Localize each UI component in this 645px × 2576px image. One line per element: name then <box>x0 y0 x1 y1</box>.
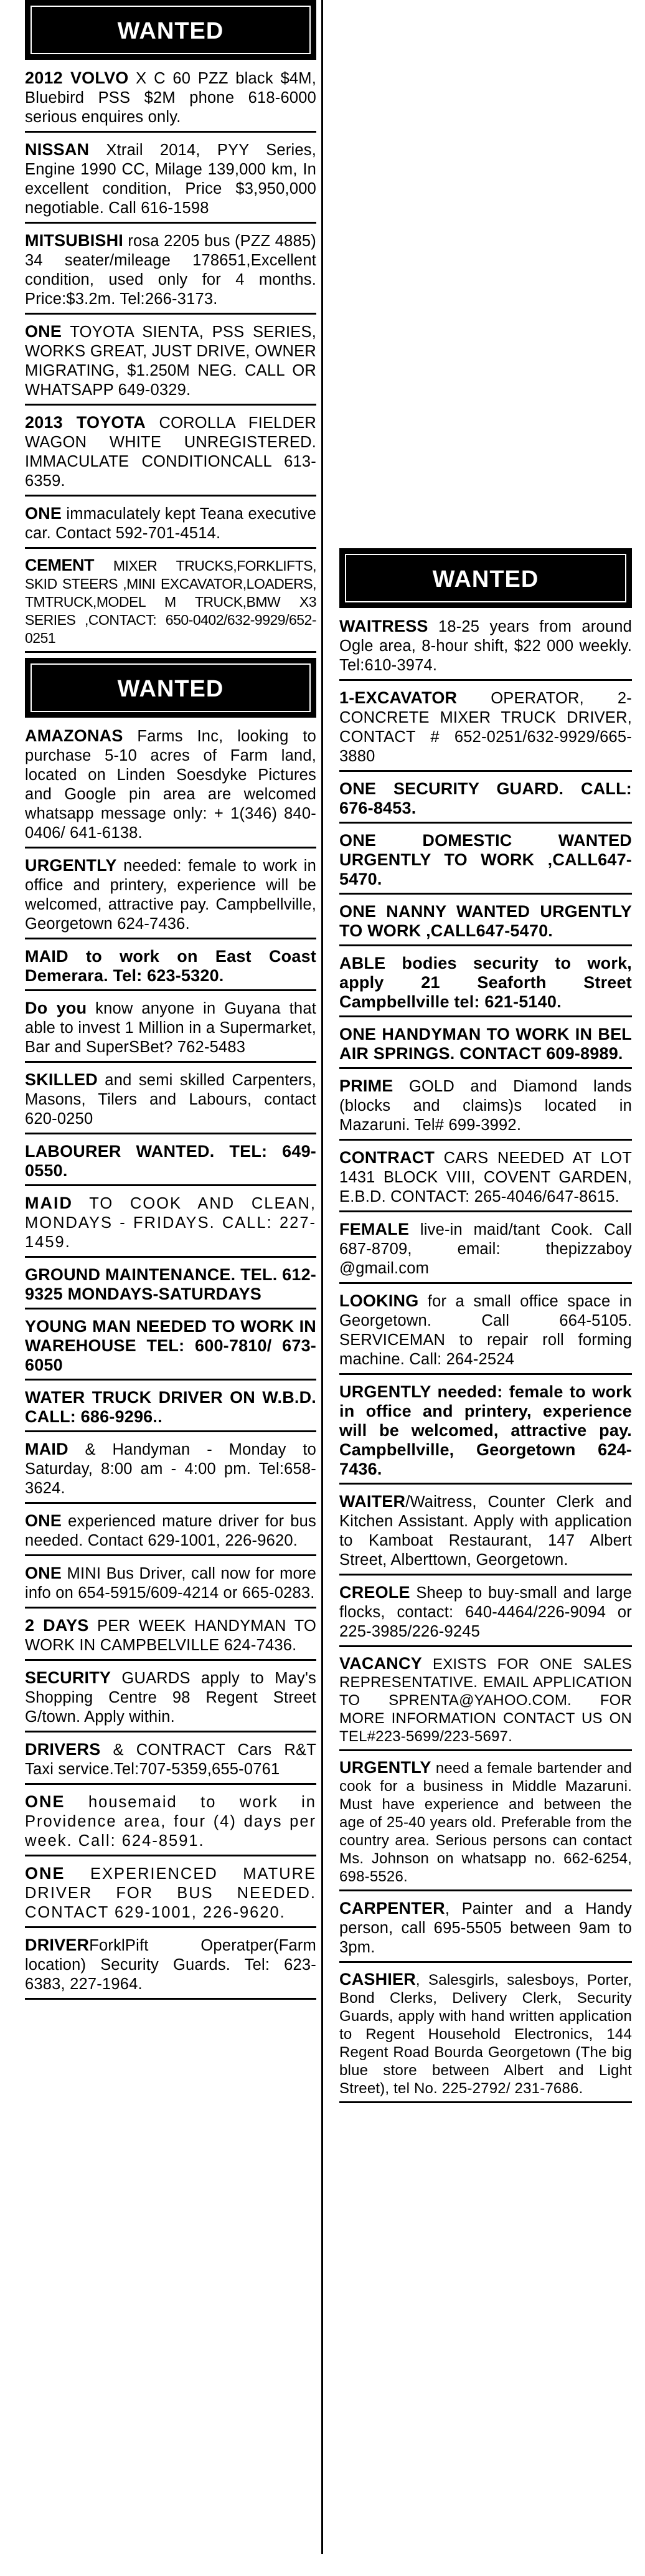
ad-lead: URGENTLY <box>25 856 117 875</box>
ad-body: Xtrail 2014, PYY Series, Engine 1990 CC, Milage 139,000 km, In excellent condition, Price $3,950,000 negotiable. Call 616-1598 <box>25 141 316 217</box>
classified-ad <box>25 1614 316 1661</box>
classified-ad <box>339 900 632 946</box>
ad-lead: SECURITY <box>25 1668 111 1687</box>
classified-ad <box>25 1191 316 1258</box>
ad-lead: MITSUBISHI <box>25 231 124 250</box>
classified-ad <box>25 1263 316 1309</box>
header-label: WANTED <box>31 663 311 712</box>
ad-body: for a small office space in Georgetown. Call 664-5105. SERVICEMAN to repair roll forming machine. Call: 264-2524 <box>339 1293 632 1368</box>
classified-ad <box>25 1139 316 1186</box>
classified-ad <box>25 320 316 406</box>
left-top-ads <box>25 66 316 653</box>
ad-lead: CASHIER <box>339 1970 416 1989</box>
ad-lead: LOOKING <box>339 1291 419 1310</box>
ad-body: & Handyman - Monday to Saturday, 8:00 am - 4:00 pm. Tel:658-3624. <box>25 1441 316 1497</box>
right-ads <box>339 614 632 2103</box>
ad-lead: URGENTLY <box>339 1758 431 1777</box>
ad-body: , Painter and a Handy person, call 695-5505 between 9am to 3pm. <box>339 1900 632 1956</box>
ad-lead: ONE HANDYMAN TO WORK IN BEL AIR SPRINGS. CONTACT 609-8989. <box>339 1025 632 1063</box>
left-column <box>25 0 316 2005</box>
classified-ad <box>25 1933 316 2000</box>
ad-lead: DRIVERS <box>25 1740 101 1759</box>
ad-body: know anyone in Guyana that able to invest 1 Million in a Supermarket, Bar and SuperSBet? 762-5483 <box>25 1000 316 1056</box>
classified-ad <box>25 501 316 549</box>
ad-body: experienced mature driver for bus needed. Contact 629-1001, 226-9620. <box>25 1513 316 1549</box>
ad-body: and semi skilled Carpenters, Masons, Tilers and Labours, contact 620-0250 <box>25 1072 316 1128</box>
ad-lead: URGENTLY needed: female to work in office and printery, experience will be welcomed, attractive pay. Campbellville, Georgetown 624-7436. <box>339 1382 632 1478</box>
ad-lead: 2013 TOYOTA <box>25 413 146 432</box>
header-label: WANTED <box>345 554 626 602</box>
classified-ad <box>339 686 632 772</box>
ad-body: GOLD and Diamond lands (blocks and claims)s located in Mazaruni. Tel# 699-3992. <box>339 1078 632 1134</box>
ad-lead: WAITRESS <box>339 617 428 635</box>
ad-body: GUARDS apply to May's Shopping Centre 98 Regent Street G/town. Apply within. <box>25 1670 316 1726</box>
ad-lead: VACANCY <box>339 1654 422 1673</box>
classified-ad <box>339 614 632 681</box>
ad-lead: PRIME <box>339 1077 393 1095</box>
ad-body: needed: female to work in office and printery, experience will be welcomed, attractive pay. Campbellville, Georgetown 624-7436. <box>25 857 316 933</box>
ad-lead: LABOURER WANTED. TEL: 649-0550. <box>25 1142 316 1180</box>
ad-lead: ONE SECURITY GUARD. CALL: 676-8453. <box>339 779 632 817</box>
ad-lead: ONE <box>25 1792 65 1811</box>
classified-ad <box>339 1217 632 1284</box>
ad-lead: ONE <box>25 504 62 523</box>
header-label: WANTED <box>31 6 311 54</box>
ad-lead: CONTRACT <box>339 1148 435 1167</box>
classified-ad <box>339 1289 632 1375</box>
wanted-header-left-top <box>25 0 316 60</box>
classified-ad <box>25 1509 316 1556</box>
classified-ad <box>339 1580 632 1647</box>
classified-ad <box>25 1861 316 1928</box>
ad-body: ForklPift Operatper(Farm location) Security Guards. Tel: 623-6383, 227-1964. <box>25 1937 316 1993</box>
ad-lead: ONE DOMESTIC WANTED URGENTLY TO WORK ,CALL647-5470. <box>339 831 632 888</box>
ad-body: rosa 2205 bus (PZZ 4885) 34 seater/mileage 178651,Excellent condition, used only for 4 months. Price:$3.2m. Tel:266-3173. <box>25 232 316 308</box>
ad-lead: 2 DAYS <box>25 1616 89 1635</box>
classified-ad <box>339 1756 632 1891</box>
ad-lead: MAID to work on East Coast Demerara. Tel: 623-5320. <box>25 947 316 985</box>
ad-body: EXISTS FOR ONE SALES REPRESENTATIVE. EMAIL APPLICATION TO SPRENTA@YAHOO.COM. FOR MORE INFORMATION CONTACT US ON TEL#223-5699/223-5697. <box>339 1656 632 1745</box>
classified-ad <box>339 1896 632 1963</box>
classified-ad <box>25 1437 316 1504</box>
ad-body: live-in maid/tant Cook. Call 687-8709, email: thepizzaboy @gmail.com <box>339 1221 632 1277</box>
ad-body: TO COOK AND CLEAN, MONDAYS - FRIDAYS. CALL: 227-1459. <box>25 1195 316 1251</box>
classified-ad <box>25 1666 316 1732</box>
ad-lead: 1-EXCAVATOR <box>339 688 458 707</box>
ad-lead: ONE <box>25 1864 65 1883</box>
ad-lead: FEMALE <box>339 1220 410 1238</box>
ad-lead: GROUND MAINTENANCE. TEL. 612-9325 MONDAYS-SATURDAYS <box>25 1265 316 1303</box>
ad-body: EXPERIENCED MATURE DRIVER FOR BUS NEEDED. CONTACT 629-1001, 226-9620. <box>25 1865 316 1921</box>
ad-lead: ABLE bodies security to work, apply 21 Seaforth Street Campbellville tel: 621-5140. <box>339 954 632 1011</box>
ad-body: Sheep to buy-small and large flocks, contact: 640-4464/226-9094 or 225-3985/226-9245 <box>339 1584 632 1640</box>
classified-ad <box>25 1561 316 1609</box>
ad-lead: MAID <box>25 1194 73 1212</box>
classified-ad <box>25 1385 316 1432</box>
wanted-header-right <box>339 548 632 608</box>
ad-lead: DRIVER <box>25 1936 90 1954</box>
right-column <box>339 548 632 2108</box>
ad-lead: MAID <box>25 1440 68 1458</box>
ad-body: COROLLA FIELDER WAGON WHITE UNREGISTERED. IMMACULATE CONDITIONCALL 613-6359. <box>25 414 316 490</box>
classified-ad <box>339 1652 632 1751</box>
ad-lead: CARPENTER <box>339 1899 445 1918</box>
ad-body: , Salesgirls, salesboys, Porter, Bond Clerks, Delivery Clerk, Security Guards, apply with hand written application to Regent Household Electronics, 144 Regent Road Bourda Georgetown (The big blue store between Albert and Light Street), tel No. 225-2792/ 231-7686. <box>339 1972 632 2097</box>
ad-lead: YOUNG MAN NEEDED TO WORK IN WAREHOUSE TEL: 600-7810/ 673-6050 <box>25 1317 316 1374</box>
ad-lead: ONE NANNY WANTED URGENTLY TO WORK ,CALL647-5470. <box>339 902 632 940</box>
ad-lead: ONE <box>25 322 62 341</box>
ad-body: 18-25 years from around Ogle area, 8-hour shift, $22 000 weekly. Tel:610-3974. <box>339 618 632 674</box>
classified-ad <box>339 1146 632 1212</box>
ad-body: MINI Bus Driver, call now for more info on 654-5915/609-4214 or 665-0283. <box>25 1565 316 1602</box>
ad-body: X C 60 PZZ black $4M, Bluebird PSS $2M phone 618-6000 serious enquires only. <box>25 70 316 126</box>
classified-ad <box>339 1074 632 1141</box>
left-bottom-ads <box>25 724 316 2000</box>
classified-ad <box>25 411 316 497</box>
ad-lead: ONE <box>25 1564 62 1582</box>
classified-ad <box>25 853 316 939</box>
classified-ad <box>339 829 632 895</box>
ad-lead: WAITER <box>339 1492 406 1511</box>
classified-ad <box>339 1968 632 2103</box>
ad-body: /Waitress, Counter Clerk and Kitchen Assistant. Apply with application to Kamboat Restaurant, 147 Albert Street, Alberttown, Georgetown. <box>339 1493 632 1569</box>
classified-ad <box>25 229 316 315</box>
ad-body: need a female bartender and cook for a business in Middle Mazaruni. Must have experience and between the age of 25-40 years old. Preferable from the country area. Serious persons can contact Ms. Johnson on whatsapp no. 662-6254, 698-5526. <box>339 1760 632 1885</box>
ad-body: immaculately kept Teana executive car. Contact 592-701-4514. <box>25 505 316 542</box>
classified-ad <box>25 724 316 848</box>
ad-body: CARS NEEDED AT LOT 1431 BLOCK VIII, COVENT GARDEN, E.B.D. CONTACT: 265-4046/647-8615. <box>339 1149 632 1205</box>
ad-lead: CEMENT <box>25 556 94 574</box>
ad-lead: NISSAN <box>25 140 90 159</box>
ad-lead: CREOLE <box>339 1583 410 1602</box>
ad-body: MIXER TRUCKS,FORKLIFTS, SKID STEERS ,MINI EXCAVATOR,LOADERS, TMTRUCK,MODEL M TRUCK,BMW X3 SERIES ,CONTACT: 650-0402/632-9929/652-0251 <box>25 558 316 646</box>
classified-ad <box>25 554 316 653</box>
ad-lead: WATER TRUCK DRIVER ON W.B.D. CALL: 686-9296.. <box>25 1388 316 1426</box>
classified-ad <box>25 66 316 133</box>
ad-lead: SKILLED <box>25 1070 98 1089</box>
classified-ad <box>25 1314 316 1381</box>
ad-body: OPERATOR, 2- CONCRETE MIXER TRUCK DRIVER, CONTACT # 652-0251/632-9929/665-3880 <box>339 690 632 765</box>
ad-body: PER WEEK HANDYMAN TO WORK IN CAMPBELVILLE 624-7436. <box>25 1617 316 1654</box>
classified-ad <box>25 944 316 991</box>
ad-lead: ONE <box>25 1511 62 1530</box>
classified-ad <box>339 777 632 824</box>
ad-lead: Do you <box>25 999 87 1017</box>
column-divider <box>321 0 323 2554</box>
classified-ad <box>25 1737 316 1785</box>
ad-body: & CONTRACT Cars R&T Taxi service.Tel:707-5359,655-0761 <box>25 1741 316 1778</box>
ad-lead: AMAZONAS <box>25 726 123 745</box>
wanted-header-left-bottom <box>25 658 316 718</box>
classified-ad <box>339 951 632 1017</box>
classified-ad <box>25 138 316 224</box>
classified-ad <box>339 1022 632 1069</box>
ad-body: Farms Inc, looking to purchase 5-10 acres of Farm land, located on Linden Soesdyke Pictures and Google pin area are welcomed whatsapp message only: + 1(346) 840-0406/ 641-6138. <box>25 728 316 842</box>
classified-ad <box>25 1790 316 1856</box>
classified-ad <box>25 996 316 1063</box>
classified-ad <box>339 1380 632 1485</box>
classified-ad <box>339 1490 632 1576</box>
ad-body: TOYOTA SIENTA, PSS SERIES, WORKS GREAT, JUST DRIVE, OWNER MIGRATING, $1.250M NEG. CALL OR WHATSAPP 649-0329. <box>25 323 316 399</box>
classified-ad <box>25 1068 316 1134</box>
ad-lead: 2012 VOLVO <box>25 69 129 87</box>
ad-body: housemaid to work in Providence area, four (4) days per week. Call: 624-8591. <box>25 1794 316 1850</box>
